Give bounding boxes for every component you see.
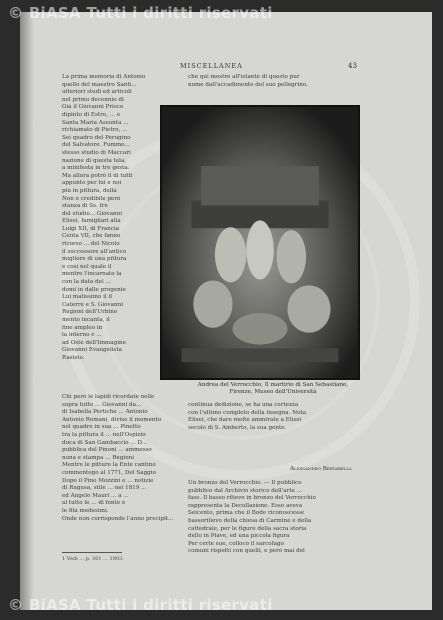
text-line: Onde non corrisponde l'anno precipit... [62, 515, 174, 522]
text-line: Regioni dell'Urbino [62, 309, 118, 316]
text-line: del Salvatore. Fummo... [62, 142, 130, 149]
text-line: continua dedizione, se ha una certezza [188, 402, 299, 408]
text-line: ulteriori studi ed articoli [62, 89, 132, 96]
text-line: Luigi XII, di Francia [62, 225, 120, 232]
text-line: nel quadro in sua ... Pinetto [62, 424, 141, 431]
copyright-watermark-bottom: © BiASA Tutti i diritti riservati [8, 596, 273, 614]
text-line: dello in Piave, ed una piccola figura [188, 533, 290, 540]
text-line: con la data del ... [62, 279, 111, 286]
text-line: ed Angelo Mauri ... a ... [62, 492, 129, 499]
text-line: Non è credibile però [62, 195, 121, 202]
artwork-photo [160, 105, 360, 380]
text-line: Chi però le lapidi ricordate nelle [62, 394, 155, 400]
text-line: Rasisto. [62, 354, 85, 361]
text-line: La prima memoria di Antonio [62, 74, 146, 80]
right-column-text-bottom [188, 402, 354, 432]
text-line: Dopo il Pino Mozzini e ... notizie [62, 477, 154, 484]
text-line: a minifesta in tre gesta. [62, 165, 130, 172]
author-signature: Alessandro Bertarelli. [290, 466, 353, 472]
text-line: cattedrale, per le figure della sacra storia [188, 525, 307, 532]
page-number: 43 [348, 62, 357, 70]
text-line: fase. Il basso rilievo in bronzo del Verrocchio [188, 495, 316, 502]
page-gutter-shadow [20, 12, 34, 610]
relief-image [162, 107, 358, 378]
figure-caption: Andrea del Verrocchio, Il martirio di San Sebastiano, Firenze, Museo dell'Università [197, 382, 349, 396]
text-line: Per certe sue, collocò il sarcofago [188, 540, 284, 547]
text-line: mento incanta, il [62, 317, 110, 323]
text-line: pubblica del Pinoni ... ammesso [62, 447, 152, 454]
text-line: del studio... Giovanni [62, 210, 123, 217]
text-line: Giovanni Evangelista [62, 347, 122, 354]
text-line: nel primo decennio di [62, 96, 124, 103]
text-line: secolo di S. Amberto, la sua gente. [188, 424, 287, 431]
text-line: al tutto le ... di fonte è [62, 500, 126, 507]
text-line: e così nel quale il [62, 263, 112, 270]
text-line: Sei quadro del Perugino [62, 134, 131, 141]
text-line: di Isabella Pertiche ... Antonio [62, 409, 148, 416]
text-line: pubblico dal Archivio storico dell'arte ... [188, 487, 302, 494]
text-line: nazione di questa tela, [62, 157, 127, 164]
text-line: duca di San Gambaccio ... D... [62, 439, 148, 446]
text-line: ricorso ... del Nicolo [62, 241, 120, 248]
text-line: la interno è ... [62, 332, 102, 339]
section-bronze-verrocchio [188, 480, 354, 556]
text-line: che qui mostre all'istante di questo pur [188, 74, 300, 80]
text-line: rappresenta la Decollazione. Esso aveva [188, 502, 303, 509]
text-line: Seicento, prima che il Bode riconoscesse [188, 510, 305, 517]
text-line: Caterre e S. Giovanni [62, 301, 124, 308]
text-line: Già il Giovanni Prisco [62, 104, 124, 111]
copyright-watermark-top: © BiASA Tutti i diritti riservati [8, 4, 273, 22]
text-line: bassorilievo della chiesa di Carmine e della [188, 517, 312, 524]
right-column-text-top [188, 74, 354, 89]
text-line: di Ragusa, stile ... nei 1819 ... [62, 485, 147, 492]
text-line: stanza di Ss. tre [62, 203, 108, 210]
text-line: Ceuta VII, che fanno [62, 233, 121, 240]
text-line: ad Oste dell'Immagine [62, 339, 126, 346]
text-line: Ma allora potrò il di tutti [62, 172, 133, 179]
text-line: Elisei, famigliari alla [62, 218, 121, 225]
text-line: Lui malissimo il il [62, 294, 113, 301]
text-line: le fila medesimi. [62, 507, 109, 514]
text-line: sopra tutte ... Giovanni da... [62, 401, 142, 408]
text-line: tra la pittura il ... nell'Ospizio [62, 431, 146, 438]
text-line: migliore di una pittura [62, 256, 127, 263]
text-line: commentogo al 1771, Del Saggio [62, 469, 156, 476]
footnote: 1 Vedi ... p. 301 ... 1903. [62, 556, 124, 562]
text-line: quello del maestro Santi... [62, 81, 137, 88]
text-line: il successore all'antico [62, 248, 127, 255]
text-line: nome dall'accadimento del suo pellegrino. [188, 81, 308, 88]
text-line: Mentre le pitture la Ente cantino [62, 462, 156, 469]
text-line: Santa Maria Assunta ... [62, 119, 129, 126]
text-line: stesso studio di Maccari [62, 149, 131, 156]
text-line: Elisei, che dare molte ammirate a Elisei [188, 417, 302, 424]
text-line: dipinto di Estro, ... e [62, 111, 121, 118]
text-line: mentre l'incarnato la [62, 271, 122, 278]
text-line: richiamato di Pietro, ... [62, 127, 128, 134]
text-line: Un bronzo del Verrocchio. — Il pubblico [188, 480, 302, 486]
text-line: comuni rispetti con quelli, e però mai del [188, 548, 305, 555]
text-line: nona e stampa ... Regioni [62, 454, 134, 461]
left-column-text-bottom [62, 394, 180, 523]
running-head: MISCELLANEA [180, 62, 243, 70]
text-line: più in pittura, della [62, 187, 117, 194]
text-line: domi in dalle progenie [62, 286, 126, 293]
footnote-rule [62, 552, 122, 553]
left-column-text [62, 74, 160, 363]
text-line: Antonio Romani, divise il momento [62, 416, 162, 423]
text-line: con l'ultimo completo della insegna. Nota [188, 409, 307, 416]
text-line: fine ampleo in [62, 324, 103, 331]
text-line: appunto per lui e noi [62, 180, 122, 187]
